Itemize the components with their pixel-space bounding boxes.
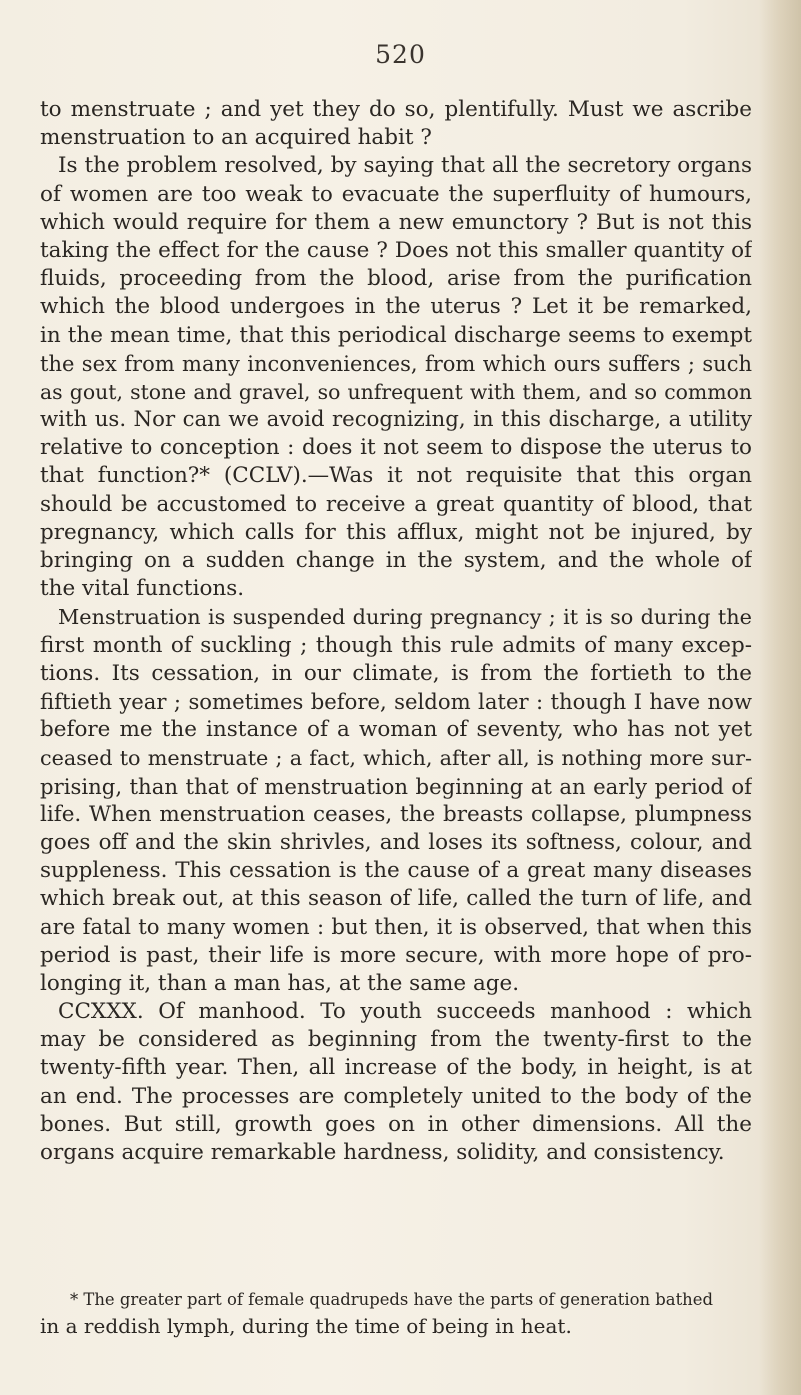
text-line: longing it, than a man has, at the same age. [40,970,520,996]
text-line: before me the instance of a woman of seventy, who has not yet [40,717,752,743]
page-edge-shadow [759,0,801,1395]
text-line: the vital functions. [40,576,245,602]
text-line: may be considered as beginning from the twenty-first to the [40,1027,752,1053]
text-line: menstruation to an acquired habit ? [40,125,432,151]
text-line: in the mean time, that this periodical discharge seems to exempt [40,322,752,348]
text-line: organs acquire remarkable hardness, solidity, and consistency. [40,1139,725,1165]
text-line: ceased to menstruate ; a fact, which, after all, is nothing more sur- [40,746,752,771]
text-line: the sex from many inconveniences, from which ours suffers ; such [40,351,752,376]
text-line: Menstruation is suspended during pregnancy ; it is so during the [58,605,752,630]
footnote-line: in a reddish lymph, during the time of being in heat. [40,1314,572,1338]
footnote [40,1286,720,1340]
text-line: of women are too weak to evacuate the superfluity of humours, [40,181,752,207]
text-line: fiftieth year ; sometimes before, seldom later : though I have now [40,688,752,714]
text-line: as gout, stone and gravel, so unfrequent with them, and so common [40,379,752,404]
text-line: bones. But still, growth goes on in other dimensions. All the [40,1111,752,1137]
text-line: life. When menstruation ceases, the breasts collapse, plumpness [40,801,752,827]
text-line: should be accustomed to receive a great quantity of blood, that [40,491,752,517]
text-line: pregnancy, which calls for this afflux, might not be injured, by [40,519,752,545]
section-heading-line: CCXXX. Of manhood. To youth succeeds manhood : which [58,999,752,1024]
body-text [40,96,752,1167]
text-line: suppleness. This cessation is the cause of a great many diseases [40,858,752,884]
text-line: are fatal to many women : but then, it is observed, that when this [40,914,752,940]
text-line: bringing on a sudden change in the system, and the whole of [40,548,752,573]
text-line: with us. Nor can we avoid recognizing, in this discharge, a utility [40,407,752,433]
text-line: goes off and the skin shrivles, and loses its softness, colour, and [40,829,752,855]
text-line: an end. The processes are completely united to the body of the [40,1083,752,1109]
text-line: that function?* (CCLV).—Was it not requisite that this organ [40,463,752,489]
text-line: tions. Its cessation, in our climate, is from the fortieth to the [40,660,752,686]
text-line: Is the problem resolved, by saying that all the secretory organs [58,153,752,179]
text-line: taking the effect for the cause ? Does not this smaller quantity of [40,237,752,263]
text-line: to menstruate ; and yet they do so, plentifully. Must we ascribe [40,97,752,122]
footnote-line: * The greater part of female quadrupeds have the parts of generation bathed [70,1290,713,1309]
text-line: period is past, their life is more secure, with more hope of pro- [40,942,752,968]
text-line: which the blood undergoes in the uterus ? Let it be remarked, [40,294,752,320]
text-line: twenty-fifth year. Then, all increase of the body, in height, is at [40,1055,752,1081]
text-line: relative to conception : does it not seem to dispose the uterus to [40,435,752,461]
text-line: which would require for them a new emunctory ? But is not this [40,209,752,235]
text-line: fluids, proceeding from the blood, arise from the purification [40,266,752,292]
text-line: which break out, at this season of life, called the turn of life, and [40,886,752,912]
text-line: first month of suckling ; though this rule admits of many excep- [40,632,752,658]
page-number: 520 [375,40,426,69]
text-line: prising, than that of menstruation beginning at an early period of [40,773,752,799]
